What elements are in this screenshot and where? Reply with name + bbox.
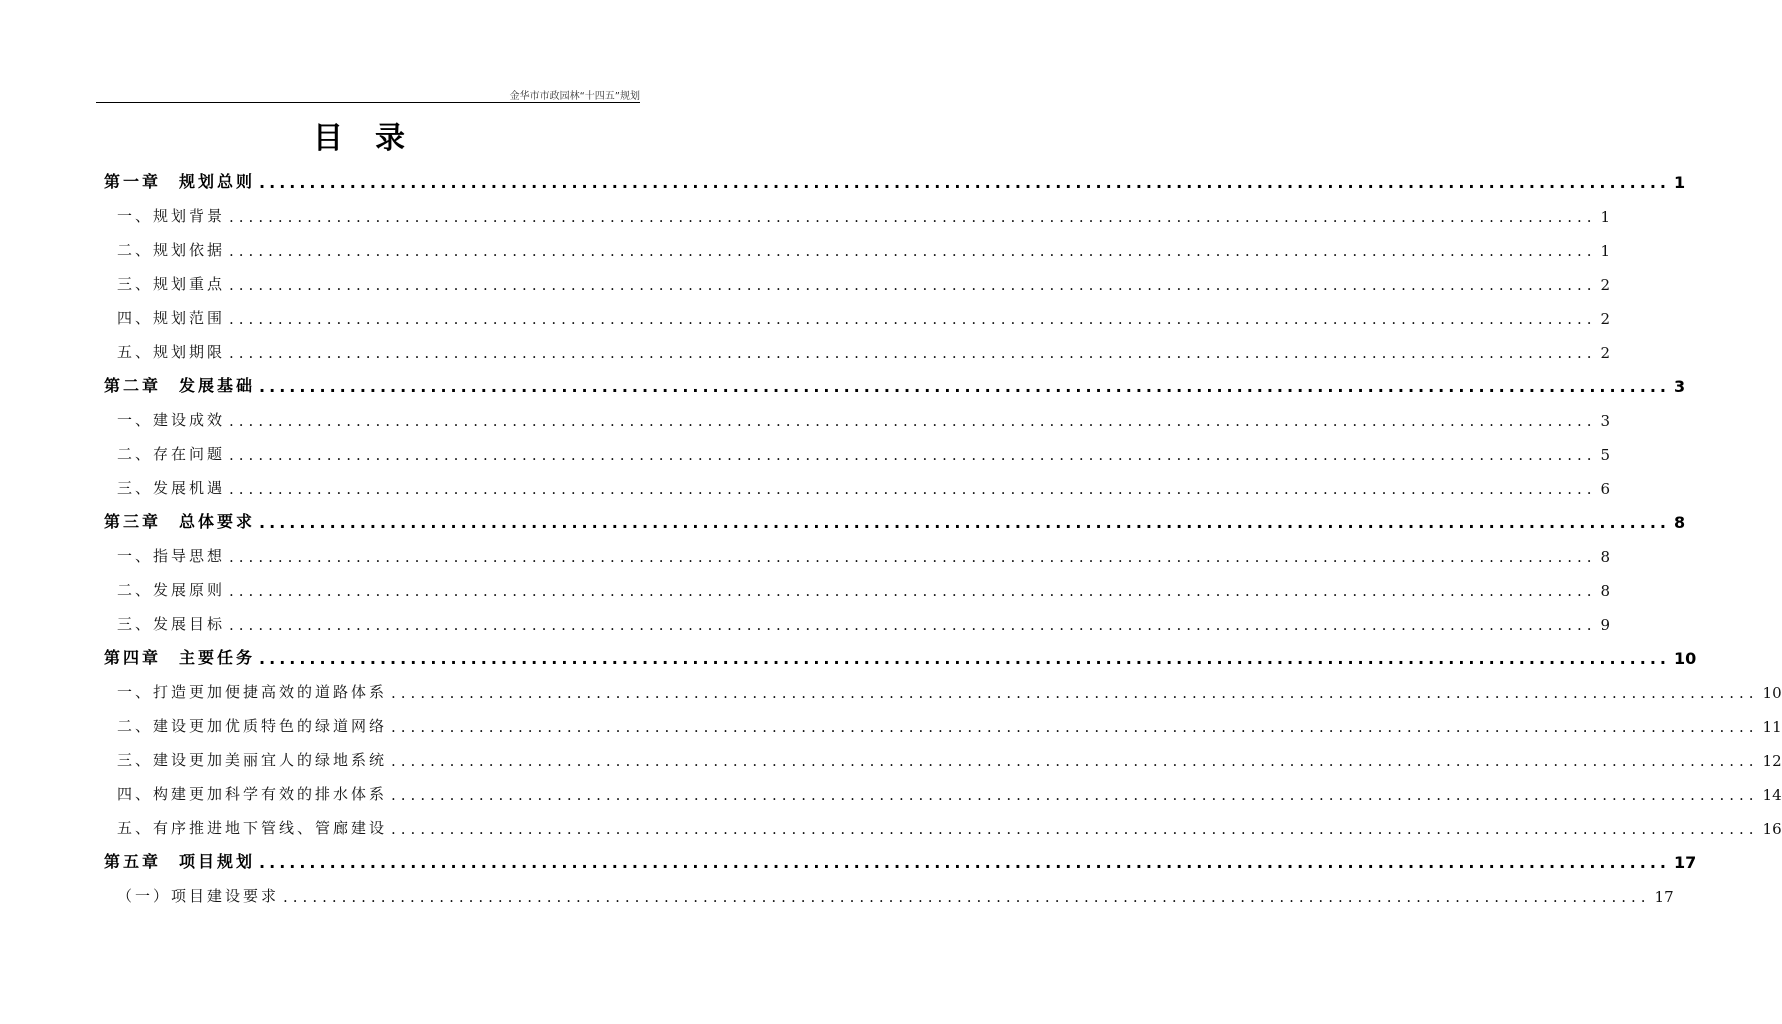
page-number: 5: [1600, 446, 1611, 464]
toc-entry-section[interactable]: [117, 740, 1782, 770]
section-title: 三、规划重点: [117, 275, 226, 293]
page-number: 16: [1762, 820, 1782, 838]
chapter-title: 总体要求: [179, 512, 256, 531]
section-title: 三、发展目标: [117, 615, 226, 633]
toc-entry-section[interactable]: [117, 706, 1782, 736]
page-number: 17: [1673, 853, 1697, 872]
dot-leader: ............................................................................................................................................: [391, 752, 1759, 770]
toc-title: [0, 113, 724, 157]
toc-entry-subsection[interactable]: [117, 876, 1674, 906]
chapter-number: 第一章: [104, 172, 162, 191]
section-title: 五、有序推进地下管线、管廊建设: [117, 819, 388, 837]
toc-entry-section[interactable]: [117, 536, 1611, 566]
page-number: 14: [1762, 786, 1782, 804]
dot-leader: ............................................................................................................................................: [391, 786, 1759, 804]
toc-entry-chapter[interactable]: [104, 638, 1697, 668]
dot-leader: ............................................................................................................................................: [229, 344, 1597, 362]
dot-leader: ............................................................................................................................................: [259, 853, 1670, 872]
toc-entry-chapter[interactable]: [104, 502, 1686, 532]
page-number: 12: [1762, 752, 1782, 770]
toc-entry-section[interactable]: [117, 468, 1611, 498]
subsection-title: （一）项目建设要求: [117, 887, 280, 905]
toc-entry-chapter[interactable]: [104, 162, 1686, 192]
page-number: 10: [1762, 684, 1782, 702]
running-header: 金华市市政园林“十四五”规划: [509, 91, 640, 102]
page-number: 2: [1600, 310, 1611, 328]
page-number: 8: [1600, 548, 1611, 566]
toc-title-part1: 目: [313, 121, 349, 156]
page-number: 1: [1600, 242, 1611, 260]
section-title: 一、建设成效: [117, 411, 226, 429]
toc-entry-section[interactable]: [117, 230, 1611, 260]
page-number: 8: [1600, 582, 1611, 600]
page-number: 6: [1600, 480, 1611, 498]
toc-entry-chapter[interactable]: [104, 366, 1686, 396]
toc-entry-section[interactable]: [117, 808, 1782, 838]
dot-leader: ............................................................................................................................................: [229, 582, 1597, 600]
dot-leader: ............................................................................................................................................: [391, 820, 1759, 838]
dot-leader: ............................................................................................................................................: [259, 173, 1670, 192]
dot-leader: ............................................................................................................................................: [391, 684, 1759, 702]
toc-entry-section[interactable]: [117, 264, 1611, 294]
section-title: 二、发展原则: [117, 581, 226, 599]
toc-entry-section[interactable]: [117, 196, 1611, 226]
section-title: 一、打造更加便捷高效的道路体系: [117, 683, 388, 701]
toc-entry-section[interactable]: [117, 298, 1611, 328]
toc-entry-section[interactable]: [117, 774, 1782, 804]
chapter-title: 规划总则: [179, 172, 256, 191]
section-title: 三、建设更加美丽宜人的绿地系统: [117, 751, 388, 769]
page-number: 1: [1600, 208, 1611, 226]
page-number: 2: [1600, 276, 1611, 294]
chapter-title: 发展基础: [179, 376, 256, 395]
toc-entry-section[interactable]: [117, 332, 1611, 362]
page-number: 10: [1673, 649, 1697, 668]
dot-leader: ............................................................................................................................................: [229, 548, 1597, 566]
toc-entry-section[interactable]: [117, 570, 1611, 600]
chapter-number: 第五章: [104, 852, 162, 871]
section-title: 一、指导思想: [117, 547, 226, 565]
dot-leader: ............................................................................................................................................: [259, 377, 1670, 396]
chapter-title: 主要任务: [179, 648, 256, 667]
toc-title-part2: 录: [375, 121, 411, 156]
dot-leader: ............................................................................................................................................: [391, 718, 1759, 736]
page-number: 3: [1600, 412, 1611, 430]
section-title: 一、规划背景: [117, 207, 226, 225]
page-number: 3: [1673, 377, 1686, 396]
dot-leader: ............................................................................................................................................: [229, 616, 1597, 634]
dot-leader: ............................................................................................................................................: [229, 276, 1597, 294]
page-number: 17: [1654, 888, 1674, 906]
toc-entry-section[interactable]: [117, 400, 1611, 430]
dot-leader: ............................................................................................................................................: [229, 412, 1597, 430]
dot-leader: ............................................................................................................................................: [229, 480, 1597, 498]
section-title: 二、存在问题: [117, 445, 226, 463]
chapter-number: 第四章: [104, 648, 162, 667]
section-title: 四、构建更加科学有效的排水体系: [117, 785, 388, 803]
page-number: 9: [1600, 616, 1611, 634]
dot-leader: ............................................................................................................................................: [229, 310, 1597, 328]
section-title: 四、规划范围: [117, 309, 226, 327]
dot-leader: ............................................................................................................................................: [283, 888, 1651, 906]
toc-entry-section[interactable]: [117, 604, 1611, 634]
section-title: 三、发展机遇: [117, 479, 226, 497]
chapter-title: 项目规划: [179, 852, 256, 871]
dot-leader: ............................................................................................................................................: [229, 446, 1597, 464]
dot-leader: ............................................................................................................................................: [229, 208, 1597, 226]
section-title: 二、规划依据: [117, 241, 226, 259]
page-number: 2: [1600, 344, 1611, 362]
dot-leader: ............................................................................................................................................: [259, 649, 1670, 668]
toc-entry-section[interactable]: [117, 434, 1611, 464]
page-number: 8: [1673, 513, 1686, 532]
page-number: 11: [1762, 718, 1782, 736]
dot-leader: ............................................................................................................................................: [259, 513, 1670, 532]
toc-entry-chapter[interactable]: [104, 842, 1697, 872]
dot-leader: ............................................................................................................................................: [229, 242, 1597, 260]
section-title: 二、建设更加优质特色的绿道网络: [117, 717, 388, 735]
page-number: 1: [1673, 173, 1686, 192]
section-title: 五、规划期限: [117, 343, 226, 361]
toc-entry-section[interactable]: [117, 672, 1782, 702]
chapter-number: 第三章: [104, 512, 162, 531]
header-rule: [96, 102, 640, 103]
chapter-number: 第二章: [104, 376, 162, 395]
